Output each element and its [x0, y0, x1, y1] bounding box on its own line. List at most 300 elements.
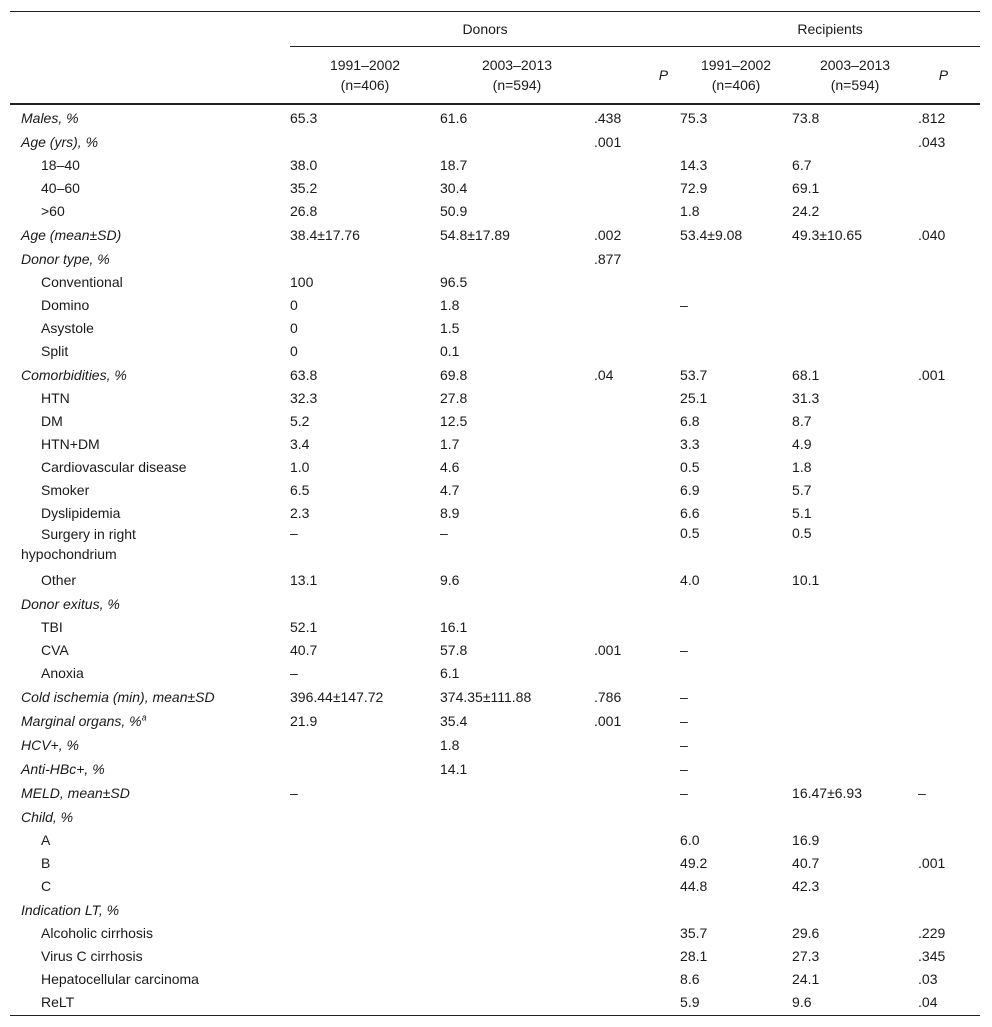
row-value	[290, 129, 440, 153]
recipients-header: Recipients	[680, 12, 980, 47]
row-value: 16.47±6.93	[792, 784, 862, 801]
table-row	[10, 615, 980, 638]
row-value: 1.8	[792, 458, 812, 475]
row-value: –	[918, 784, 926, 801]
row-value	[594, 455, 680, 478]
row-label: HTN+DM	[41, 435, 100, 452]
row-value: –	[290, 664, 298, 681]
row-value: 6.5	[290, 481, 310, 498]
recipient-period-2-header: 2003–2013 (n=594)	[792, 47, 918, 105]
table-row	[10, 129, 980, 153]
row-label: Comorbidities, %	[21, 366, 127, 383]
row-value: 40.7	[290, 641, 318, 658]
row-value	[290, 828, 440, 851]
row-value: 0.5	[680, 458, 700, 475]
row-value: 38.0	[290, 156, 318, 173]
row-value: 44.8	[680, 877, 708, 894]
row-value: –	[680, 784, 688, 801]
row-label: Other	[41, 571, 77, 588]
row-value: 57.8	[440, 641, 468, 658]
row-value	[290, 967, 440, 990]
row-value: 16.1	[440, 618, 468, 635]
row-value	[594, 568, 680, 591]
table-row	[10, 661, 980, 684]
row-value: –	[680, 688, 688, 705]
row-label: 40–60	[41, 179, 80, 196]
row-value: .345	[918, 947, 946, 964]
header-empty	[10, 12, 290, 47]
row-label: Age (mean±SD)	[21, 226, 122, 243]
row-value	[594, 967, 680, 990]
row-value	[440, 804, 594, 828]
row-value: 0	[290, 296, 298, 313]
row-value: 69.8	[440, 366, 468, 383]
row-value: –	[290, 525, 298, 541]
row-value: 72.9	[680, 179, 708, 196]
row-value	[440, 851, 594, 874]
table-row	[10, 222, 980, 246]
row-value: 14.3	[680, 156, 708, 173]
recipient-p-header: P	[918, 47, 980, 105]
row-value: 54.8±17.89	[440, 226, 510, 243]
row-value	[792, 316, 918, 339]
table-row	[10, 176, 980, 199]
row-value: 61.6	[440, 109, 468, 126]
table-row	[10, 455, 980, 478]
row-value	[918, 316, 980, 339]
row-value: 3.4	[290, 435, 310, 452]
row-value	[440, 944, 594, 967]
row-value	[594, 944, 680, 967]
row-value: 30.4	[440, 179, 468, 196]
row-value: 49.2	[680, 854, 708, 871]
row-value: 3.3	[680, 435, 700, 452]
row-label: Anoxia	[41, 664, 84, 681]
row-value: 14.1	[440, 760, 468, 777]
row-value: 12.5	[440, 412, 468, 429]
table-row	[10, 568, 980, 591]
row-value	[290, 756, 440, 780]
row-value	[680, 246, 792, 270]
row-value	[594, 851, 680, 874]
row-value: 5.1	[792, 504, 812, 521]
row-value: 65.3	[290, 109, 318, 126]
row-value	[792, 897, 918, 921]
row-value: 50.9	[440, 202, 468, 219]
row-value: 26.8	[290, 202, 318, 219]
row-value	[792, 684, 918, 708]
row-value: 5.9	[680, 993, 700, 1010]
row-value	[594, 897, 680, 921]
row-label: Asystole	[41, 319, 94, 336]
row-value	[594, 591, 680, 615]
table-row	[10, 967, 980, 990]
row-value: 1.8	[680, 202, 700, 219]
row-value	[290, 804, 440, 828]
row-value	[594, 828, 680, 851]
row-label: Conventional	[41, 273, 123, 290]
table-row	[10, 897, 980, 921]
row-value	[918, 568, 980, 591]
row-value: 100	[290, 273, 314, 290]
row-value: .04	[594, 366, 614, 383]
table-row	[10, 732, 980, 756]
table-row	[10, 104, 980, 129]
row-label: Virus C cirrhosis	[41, 947, 143, 964]
row-value: 0.5	[792, 525, 812, 541]
header-empty-2	[10, 47, 290, 105]
row-value: .001	[594, 641, 622, 658]
row-label: Anti-HBc+, %	[21, 760, 105, 777]
row-value	[440, 129, 594, 153]
row-value	[440, 591, 594, 615]
row-value	[594, 339, 680, 362]
row-value	[918, 732, 980, 756]
row-value: .229	[918, 924, 946, 941]
row-value: –	[440, 525, 448, 541]
row-value: 27.3	[792, 947, 820, 964]
table-row	[10, 851, 980, 874]
row-value: 38.4±17.76	[290, 226, 360, 243]
row-value: 10.1	[792, 571, 820, 588]
row-value: 21.9	[290, 712, 318, 729]
row-value: 40.7	[792, 854, 820, 871]
row-value: 49.3±10.65	[792, 226, 862, 243]
row-value: –	[680, 712, 688, 729]
row-value	[290, 246, 440, 270]
row-value	[290, 944, 440, 967]
row-value	[290, 921, 440, 944]
row-value	[594, 386, 680, 409]
table-row	[10, 153, 980, 176]
table-row	[10, 804, 980, 828]
table-bottom-rule	[10, 1016, 980, 1017]
row-value: 2.3	[290, 504, 310, 521]
row-value	[918, 270, 980, 293]
row-value	[792, 339, 918, 362]
row-value	[680, 129, 792, 153]
row-label: HTN	[41, 389, 70, 406]
row-value	[290, 990, 440, 1016]
row-value	[792, 804, 918, 828]
row-value: .877	[594, 250, 622, 267]
row-value	[594, 501, 680, 524]
row-value	[792, 270, 918, 293]
table-body	[10, 104, 980, 1016]
row-value: 35.7	[680, 924, 708, 941]
row-value: 63.8	[290, 366, 318, 383]
table-row	[10, 478, 980, 501]
row-value	[792, 732, 918, 756]
row-value	[594, 153, 680, 176]
row-value	[918, 339, 980, 362]
row-value: .002	[594, 226, 622, 243]
row-value: 0.5	[680, 525, 700, 541]
row-value	[918, 897, 980, 921]
row-value	[918, 661, 980, 684]
row-value	[792, 293, 918, 316]
row-value: 73.8	[792, 109, 820, 126]
row-value	[594, 409, 680, 432]
row-value	[594, 756, 680, 780]
row-value: 25.1	[680, 389, 708, 406]
row-value: 52.1	[290, 618, 318, 635]
table-row	[10, 874, 980, 897]
row-value	[918, 615, 980, 638]
row-value	[792, 615, 918, 638]
row-value: 27.8	[440, 389, 468, 406]
row-value	[594, 661, 680, 684]
table-row	[10, 684, 980, 708]
row-value	[290, 732, 440, 756]
row-value: 6.0	[680, 831, 700, 848]
row-value	[440, 874, 594, 897]
row-value: 53.7	[680, 366, 708, 383]
row-value	[680, 804, 792, 828]
row-value: 18.7	[440, 156, 468, 173]
row-label: Donor type, %	[21, 250, 110, 267]
row-value	[440, 897, 594, 921]
table-row	[10, 386, 980, 409]
row-value	[594, 176, 680, 199]
table-row	[10, 316, 980, 339]
row-value	[680, 897, 792, 921]
table-row	[10, 708, 980, 732]
row-value: 0.1	[440, 342, 460, 359]
row-label: Indication LT, %	[21, 901, 120, 918]
row-value: 5.7	[792, 481, 812, 498]
donor-period-1-header: 1991–2002 (n=406)	[290, 47, 440, 105]
row-value	[594, 780, 680, 804]
row-value: .040	[918, 226, 946, 243]
row-value: 24.2	[792, 202, 820, 219]
row-value: –	[680, 760, 688, 777]
row-value	[594, 316, 680, 339]
row-value	[594, 270, 680, 293]
table-row	[10, 780, 980, 804]
table-row	[10, 524, 980, 568]
row-value	[918, 199, 980, 222]
row-value: 28.1	[680, 947, 708, 964]
row-value: –	[680, 296, 688, 313]
row-value	[594, 478, 680, 501]
row-value: 24.1	[792, 970, 820, 987]
row-value	[594, 293, 680, 316]
row-value: .786	[594, 688, 622, 705]
row-value	[918, 455, 980, 478]
row-value: 396.44±147.72	[290, 688, 384, 705]
row-label: >60	[41, 202, 65, 219]
row-label: Cardiovascular disease	[41, 458, 187, 475]
row-value: 6.8	[680, 412, 700, 429]
row-value	[290, 897, 440, 921]
row-value	[918, 524, 980, 568]
row-value: 42.3	[792, 877, 820, 894]
row-value	[680, 661, 792, 684]
row-value: 4.7	[440, 481, 460, 498]
row-value	[680, 270, 792, 293]
table-row	[10, 921, 980, 944]
row-value	[680, 316, 792, 339]
row-value	[594, 615, 680, 638]
row-value: 8.6	[680, 970, 700, 987]
row-value: 0	[290, 319, 298, 336]
table-header	[10, 12, 980, 105]
row-value: .001	[918, 366, 946, 383]
row-value	[918, 804, 980, 828]
table-row	[10, 591, 980, 615]
row-value	[440, 246, 594, 270]
row-label: Males, %	[21, 109, 79, 126]
row-label: TBI	[41, 618, 63, 635]
row-label: CVA	[41, 641, 69, 658]
row-value	[440, 990, 594, 1016]
row-value	[594, 874, 680, 897]
row-value: .001	[594, 133, 622, 150]
row-value: 8.7	[792, 412, 812, 429]
row-value: 8.9	[440, 504, 460, 521]
row-value: 9.6	[792, 993, 812, 1010]
row-value	[918, 246, 980, 270]
row-value	[918, 708, 980, 732]
row-value: 6.6	[680, 504, 700, 521]
row-label: ReLT	[41, 993, 75, 1010]
recipient-period-1-header: 1991–2002 (n=406)	[680, 47, 792, 105]
row-label: Hepatocellular carcinoma	[41, 970, 199, 987]
row-value: 96.5	[440, 273, 468, 290]
row-label: A	[41, 831, 51, 848]
row-value	[680, 339, 792, 362]
table-row	[10, 199, 980, 222]
row-value	[918, 874, 980, 897]
table-row	[10, 756, 980, 780]
row-value: –	[680, 641, 688, 658]
row-value: 1.7	[440, 435, 460, 452]
row-value: .043	[918, 133, 946, 150]
row-value: –	[290, 784, 298, 801]
row-value: 4.6	[440, 458, 460, 475]
row-label: Child, %	[21, 808, 74, 825]
row-value	[792, 638, 918, 661]
row-value: 0	[290, 342, 298, 359]
row-value	[440, 828, 594, 851]
row-value	[918, 591, 980, 615]
row-value	[290, 851, 440, 874]
row-value	[918, 153, 980, 176]
row-value	[792, 661, 918, 684]
row-value: 6.1	[440, 664, 460, 681]
row-label: Domino	[41, 296, 90, 313]
row-value	[918, 478, 980, 501]
row-label: Split	[41, 342, 69, 359]
row-label: DM	[41, 412, 63, 429]
row-label: MELD, mean±SD	[21, 784, 130, 801]
row-label: B	[41, 854, 51, 871]
row-label: Smoker	[41, 481, 90, 498]
row-value: .001	[594, 712, 622, 729]
row-value	[440, 967, 594, 990]
row-label: 18–40	[41, 156, 80, 173]
row-label: Cold ischemia (min), mean±SD	[21, 688, 215, 705]
row-value: .03	[918, 970, 938, 987]
row-value	[594, 732, 680, 756]
row-value	[290, 591, 440, 615]
row-value	[792, 591, 918, 615]
row-value: 374.35±111.88	[440, 688, 532, 705]
row-value: –	[680, 736, 688, 753]
row-value	[918, 409, 980, 432]
row-value: .001	[918, 854, 946, 871]
table-row	[10, 293, 980, 316]
row-value: 4.0	[680, 571, 700, 588]
row-value: 6.7	[792, 156, 812, 173]
row-value	[792, 708, 918, 732]
table-row	[10, 990, 980, 1016]
row-value	[594, 199, 680, 222]
table-row	[10, 362, 980, 386]
row-value: .812	[918, 109, 946, 126]
row-label: Alcoholic cirrhosis	[41, 924, 154, 941]
row-value	[792, 129, 918, 153]
row-value: 32.3	[290, 389, 318, 406]
row-value	[594, 804, 680, 828]
row-value: 31.3	[792, 389, 820, 406]
table-row	[10, 944, 980, 967]
row-value	[290, 874, 440, 897]
row-value	[918, 684, 980, 708]
row-value: 6.9	[680, 481, 700, 498]
row-value	[594, 921, 680, 944]
donor-p-header: P	[594, 47, 680, 105]
row-value: 29.6	[792, 924, 820, 941]
row-value: 35.2	[290, 179, 318, 196]
row-value: .438	[594, 109, 622, 126]
row-value	[594, 432, 680, 455]
row-value	[918, 501, 980, 524]
row-value: 5.2	[290, 412, 310, 429]
row-value: 1.8	[440, 296, 460, 313]
row-label: C	[41, 877, 52, 894]
donors-header: Donors	[290, 12, 680, 47]
row-value: 13.1	[290, 571, 318, 588]
row-value: 35.4	[440, 712, 468, 729]
row-value	[792, 756, 918, 780]
row-value: 75.3	[680, 109, 708, 126]
table-row	[10, 246, 980, 270]
row-value: 9.6	[440, 571, 460, 588]
row-value	[918, 386, 980, 409]
row-value	[792, 246, 918, 270]
row-value	[918, 756, 980, 780]
table-row	[10, 270, 980, 293]
row-value	[680, 591, 792, 615]
table-row	[10, 432, 980, 455]
row-value	[594, 990, 680, 1016]
row-value: 16.9	[792, 831, 820, 848]
row-value	[440, 921, 594, 944]
row-label: Surgery in right hypochondrium	[21, 526, 136, 562]
row-value	[918, 432, 980, 455]
row-label: HCV+, %	[21, 736, 79, 753]
row-label: Dyslipidemia	[41, 504, 121, 521]
table-row	[10, 828, 980, 851]
table-row	[10, 501, 980, 524]
row-value: 1.8	[440, 736, 460, 753]
row-value: 53.4±9.08	[680, 226, 743, 243]
row-label: Age (yrs), %	[21, 133, 99, 150]
row-value	[918, 176, 980, 199]
row-value	[594, 524, 680, 568]
